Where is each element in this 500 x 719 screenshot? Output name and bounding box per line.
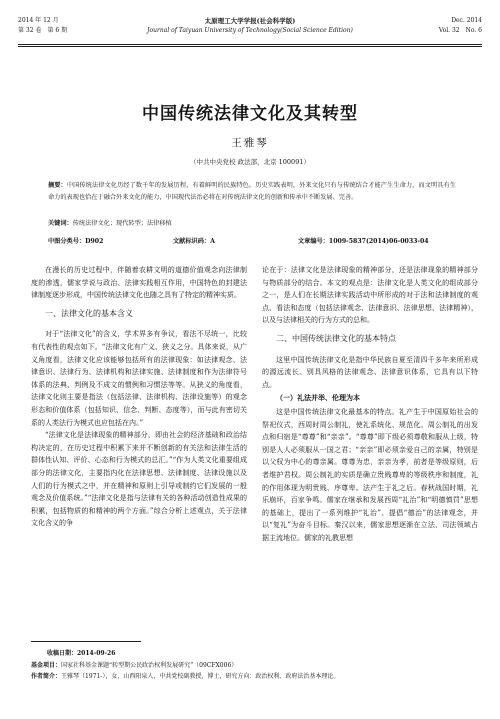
keywords-text: 传统法律文化；现代转型；法律移植 [72, 220, 172, 227]
fund-info [31, 660, 470, 672]
keywords-label: 关键词： [48, 220, 73, 227]
header-rule-bottom [18, 46, 482, 47]
article-number: 文章编号：1009-5837(2014)06-0033-04 [298, 238, 429, 245]
intro-paragraph: 在漫长的历史过程中，伴随着农耕文明的道德价值观念向法律制度的渗透，儒家学说与政治、法律实践相互作用，中国特色的封建法律制度逐步形成，中国传统法律文化也随之具有了特定的精神实质。 [31, 266, 247, 300]
keywords [48, 218, 456, 230]
header-date: 2014 年 12 月 [18, 17, 59, 24]
author-bio [31, 671, 470, 683]
section-heading-2: 二、中国传统法律文化的基本特点 [276, 333, 396, 343]
article-meta [48, 236, 470, 248]
bio-text: 王雅琴（1971-），女，山西阳泉人，中共党校副教授，博士，研究方向：政治权利、政府法治基本理论。 [61, 673, 340, 680]
journal-name-cn: 太原理工大学学报(社会科学版) [204, 17, 296, 25]
running-header [18, 16, 482, 46]
subsection-heading: （一）礼法并举、伦理为本 [276, 393, 360, 403]
footnote-rule [31, 641, 141, 642]
right-column [262, 264, 478, 544]
author-affiliation: （中共中央党校 政法部，北京 100091） [190, 158, 310, 166]
body-paragraph: 这是中国传统法律文化最基本的特点。礼产生于中国原始社会的祭祀仪式，西周时周公制礼，使礼系统化、规范化。周公制礼的出发点和归宿是“尊尊”和“亲亲”。“尊尊”即下级必须尊敬和服从上级，特别是人人必须服从一国之君；“亲亲”即必须亲爱自己的亲属，特别是以父权为中心的尊亲属。尊尊为忠，亲亲为孝，前者是等级原则，后者维护君权。周公制礼的实质是确立贵贱尊卑的等级秩序和制度，礼的作用体现为明贵贱、序尊卑。法产生于礼之后。春秋战国时期，礼乐崩坏，百家争鸣。儒家在继承和发展西周“礼治”和“明德慎罚”思想的基础上，提出了一系列维护“礼治”、提倡“德治”的法律观念，并以“复礼”为奋斗目标。秦汉以来，儒家思想逐渐在立法、司法领域占据主流地位。儒家的礼教思想 [262, 407, 478, 542]
fund-label: 基金项目： [31, 661, 62, 669]
article-title: 中国传统法律文化及其转型 [142, 104, 358, 124]
header-rule-top [18, 44, 482, 45]
received-date: 收稿日期：2014-09-26 [47, 650, 116, 657]
header-volume: 第 32 卷 第 6 期 [18, 27, 68, 34]
document-code: 文献标识码：A [173, 238, 215, 245]
journal-name-en: Journal of Taiyuan University of Technology(Social Science Edition) [147, 27, 353, 34]
header-volume-en: Vol. 32 No. 6 [438, 27, 482, 34]
fund-text: 国家社科基金课题“转型期公民政治权利发展研究”（09CFX006） [61, 661, 238, 669]
section-heading-1: 一、法律文化的基本含义 [45, 308, 133, 318]
body-paragraph: “法律文化是法律现象的精神部分，即由社会的经济基础和政治结构决定的，在历史过程中积累下来并不断创新的有关法和法律生活的群体性认知、评价、心态和行为模式的总汇。”“作为人类文化重要组成部分的法律文化，主要指内化在法律思想、法律制度、法律设施以及人们的行为模式之中，并在精神和原则上引导或制约它们发展的一般观念及价值系统。”“法律文化是指与法律有关的各种活动创造性成果的积累，包括物质的和精神的两个方面。”综合分析上述观点，关于法律文化含义的争 [31, 431, 247, 528]
header-right [372, 16, 482, 36]
abstract [48, 180, 456, 205]
body-paragraph: 对于“法律文化”的含义，学术界多有争议，看法不尽统一，比较有代表性的观点如下。“法律文化有广义、狭义之分。具体来说，从广义角度看，法律文化应该能够包括所有的法律现象：如法律观念、法律意识、法律行为、法律机构和法律实施、法律制度和作为法律符号体系的法典、判例及不成文的惯例和习惯法等等。从狭义的角度看，法律文化则主要是指法（包括法律、法律机构、法律设施等）的观念形态和价值体系（包括知识、信念、判断、态度等），而与此有密切关系的人类法行为模式也应包括在内。” [31, 330, 247, 427]
footnote [31, 648, 470, 683]
article-author: 王雅琴 [231, 137, 269, 149]
left-column [31, 264, 247, 530]
body-paragraph: 论在于：法律文化是法律现象的精神部分，还是法律现象的精神部分与物质部分的结合。本文的观点是：法律文化是人类文化的组成部分之一，是人们在长期法律实践活动中所形成的对于法和法律制度的观点、看法和态度（包括法律观念、法律意识、法律思想、法律精神），以及与法律相关的行为方式的总和。 [262, 266, 478, 325]
header-date-en: Dec. 2014 [451, 17, 482, 24]
clc-number: 中图分类号：D902 [48, 238, 104, 245]
body-paragraph: 这里中国传统法律文化是指中华民族自夏至清四千多年来所形成的源远流长、别具风格的法律观念、法律意识体系，它具有以下特点。 [262, 355, 478, 389]
bio-label: 作者简介： [31, 673, 62, 680]
abstract-label: 摘要： [48, 182, 67, 189]
abstract-text: 中国传统法律文化历经了数千年的发展历程，有着鲜明的民族特色。历史实践表明，外来文化只有与传统结合才能产生生命力，而文明具有生命力的表现也恰在于融合外来文化的能力，中国现代法治必将在对传统法律文化的创新和传承中不断发展、完善。 [48, 182, 457, 202]
